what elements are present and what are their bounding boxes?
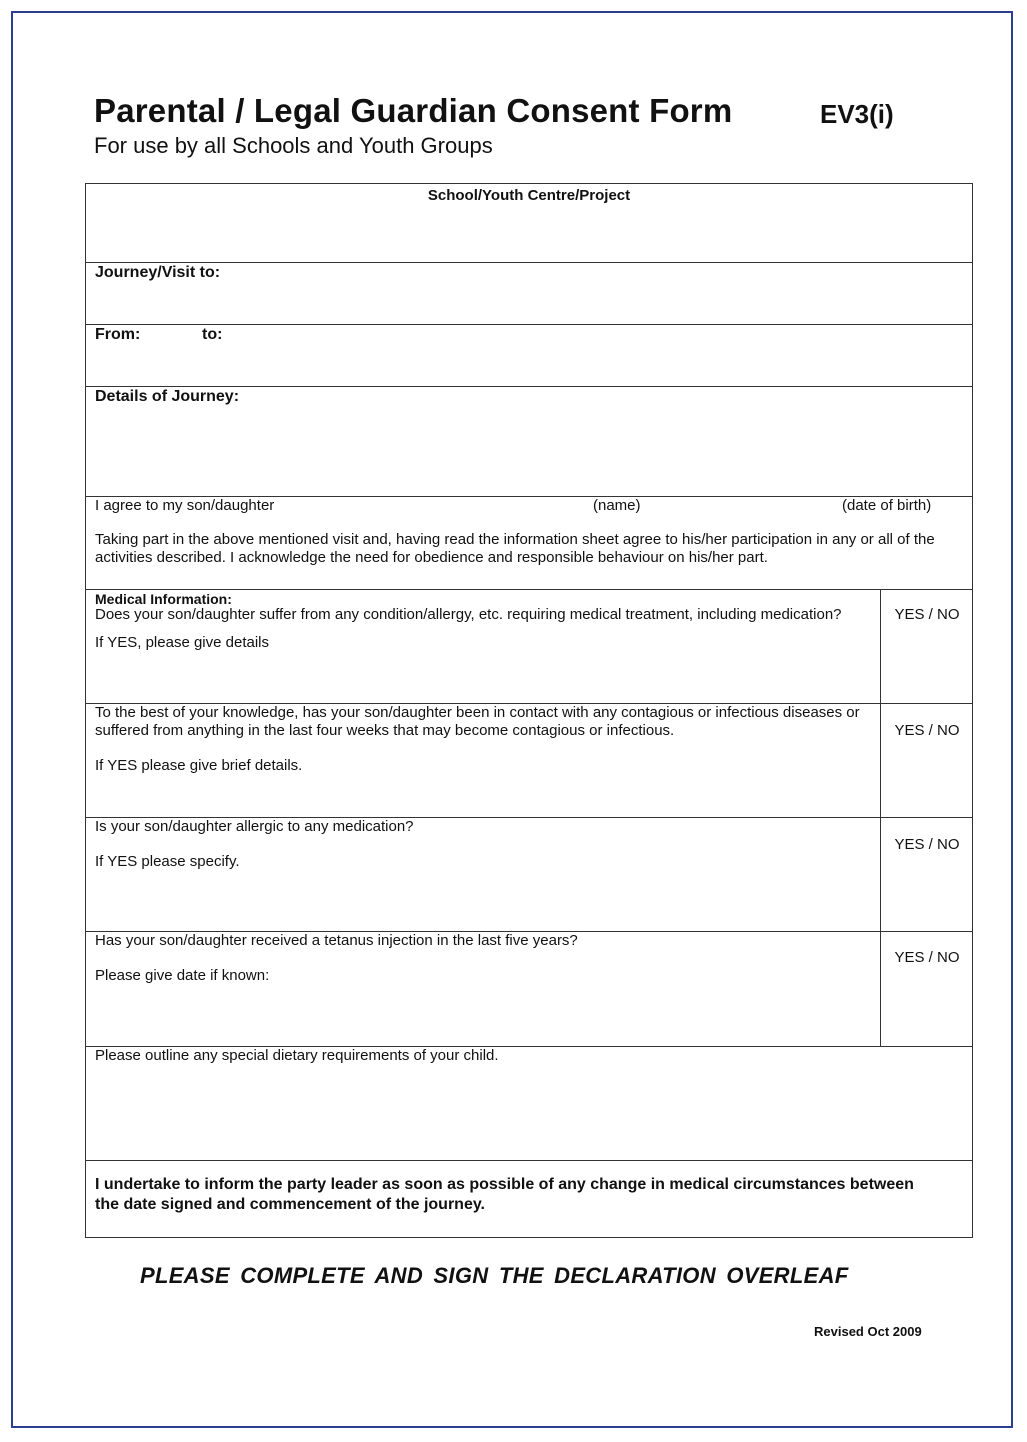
revised-date: Revised Oct 2009 xyxy=(814,1324,922,1339)
agree-label: I agree to my son/daughter xyxy=(95,497,275,514)
undertaking-row xyxy=(86,1161,972,1237)
details-label: Details of Journey: xyxy=(95,388,240,405)
form-subtitle: For use by all Schools and Youth Groups xyxy=(94,133,493,158)
dates-row[interactable] xyxy=(86,325,972,387)
dietary-label: Please outline any special dietary requirements of your child. xyxy=(95,1047,499,1064)
dob-label: (date of birth) xyxy=(842,497,932,514)
consent-form-table xyxy=(85,183,973,1238)
medical-q3-row xyxy=(86,818,972,932)
undertake-line-2: the date signed and commencement of the journey. xyxy=(95,1196,485,1213)
form-title: Parental / Legal Guardian Consent Form xyxy=(94,92,733,129)
form-code: EV3(i) xyxy=(820,99,894,129)
medical-q1: Does your son/daughter suffer from any condition/allergy, etc. requiring medical treatment, including medication? xyxy=(95,606,842,623)
to-label: to: xyxy=(202,326,223,343)
q1-yes-no-cell[interactable] xyxy=(880,590,972,703)
agreement-row xyxy=(86,497,972,590)
medical-q2-line-2: suffered from anything in the last four weeks that may become contagious or infectious. xyxy=(95,722,675,739)
q3-yes-no: YES / NO xyxy=(894,836,960,853)
journey-label: Journey/Visit to: xyxy=(95,264,221,281)
q2-yes-no-cell[interactable] xyxy=(880,704,972,817)
medical-q2-line-1: To the best of your knowledge, has your son/daughter been in contact with any contagious or infectious diseases or xyxy=(95,704,860,721)
dietary-row[interactable] xyxy=(86,1047,972,1161)
medical-q1-followup: If YES, please give details xyxy=(95,634,269,651)
medical-q4-followup: Please give date if known: xyxy=(95,967,270,984)
declaration-note: PLEASE COMPLETE AND SIGN THE DECLARATION OVERLEAF xyxy=(140,1263,849,1288)
medical-q3-followup: If YES please specify. xyxy=(95,853,240,870)
medical-q1-row xyxy=(86,590,972,704)
medical-q3: Is your son/daughter allergic to any medication? xyxy=(95,818,414,835)
q4-yes-no: YES / NO xyxy=(894,949,960,966)
journey-row[interactable] xyxy=(86,263,972,325)
school-label: School/Youth Centre/Project xyxy=(427,187,631,204)
consent-text-line-2: activities described. I acknowledge the need for obedience and responsible behaviour on his/her part. xyxy=(95,549,768,566)
q3-yes-no-cell[interactable] xyxy=(880,818,972,931)
q2-yes-no: YES / NO xyxy=(894,722,960,739)
q1-yes-no: YES / NO xyxy=(894,606,960,623)
details-row[interactable] xyxy=(86,387,972,497)
from-label: From: xyxy=(95,326,141,343)
undertake-line-1: I undertake to inform the party leader as soon as possible of any change in medical circumstances between xyxy=(95,1176,914,1193)
q4-yes-no-cell[interactable] xyxy=(880,932,972,1046)
medical-q2-followup: If YES please give brief details. xyxy=(95,757,303,774)
medical-heading: Medical Information: xyxy=(95,591,232,607)
medical-q2-row xyxy=(86,704,972,818)
medical-q4: Has your son/daughter received a tetanus injection in the last five years? xyxy=(95,932,578,949)
medical-q4-row xyxy=(86,932,972,1047)
consent-text-line-1: Taking part in the above mentioned visit and, having read the information sheet agree to his/her participation in any or all of the xyxy=(95,531,935,548)
name-label: (name) xyxy=(593,497,641,514)
school-row[interactable] xyxy=(86,184,972,263)
